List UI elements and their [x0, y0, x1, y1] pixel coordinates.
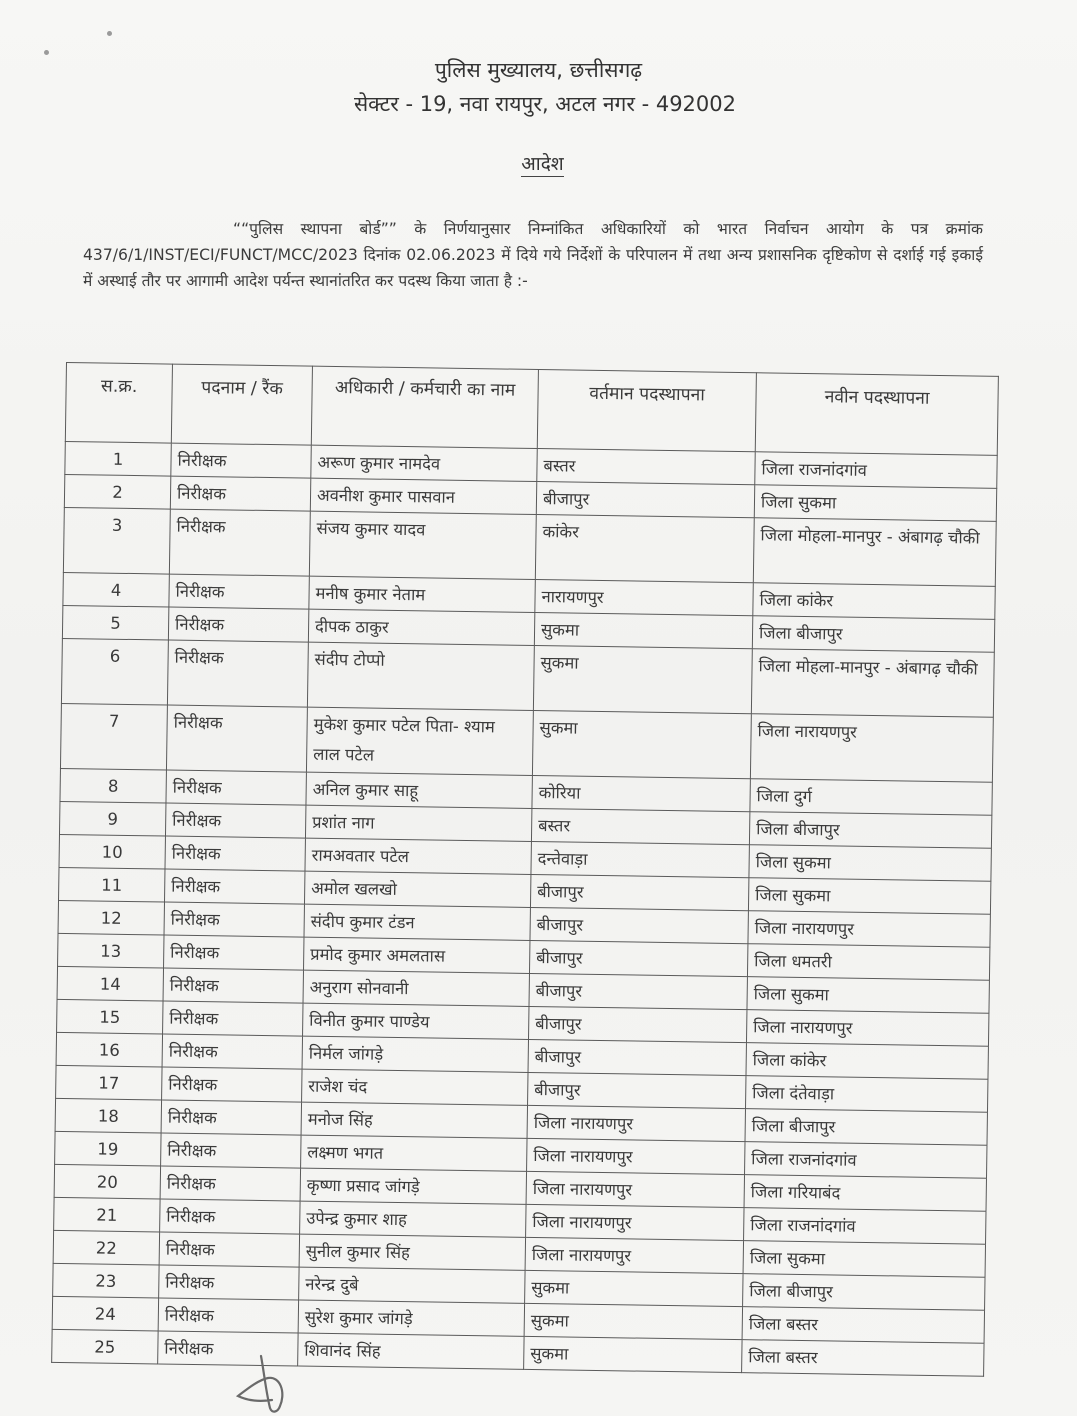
order-title-text: आदेश	[521, 153, 564, 175]
cell-officer-name: प्रशांत नाग	[305, 805, 531, 841]
cell-rank: निरीक्षक	[164, 902, 304, 937]
cell-officer-name: सुनील कुमार सिंह	[299, 1234, 525, 1270]
cell-rank: निरीक्षक	[166, 770, 306, 805]
cell-officer-name: निर्मल जांगड़े	[302, 1036, 528, 1072]
cell-current-posting: जिला नारायणपुर	[526, 1204, 744, 1240]
header-rank: पदनाम / रैंक	[171, 364, 312, 445]
cell-rank: निरीक्षक	[165, 803, 305, 838]
cell-officer-name: दीपक ठाकुर	[308, 609, 534, 645]
cell-current-posting: कांकेर	[535, 514, 754, 582]
cell-current-posting: बीजापुर	[528, 1039, 746, 1075]
cell-officer-name: राजेश चंद	[302, 1069, 528, 1105]
order-paragraph	[83, 216, 983, 294]
cell-current-posting: बीजापुर	[529, 1006, 747, 1042]
cell-serial-no: 14	[57, 966, 163, 1001]
cell-new-posting: जिला राजनांदगांव	[755, 452, 997, 489]
cell-new-posting: जिला मोहला-मानपुर - अंबागढ़ चौकी	[751, 649, 994, 718]
cell-officer-name: मनीष कुमार नेताम	[309, 576, 535, 612]
cell-new-posting: जिला बीजापुर	[749, 812, 991, 849]
cell-officer-name: मनोज सिंह	[301, 1102, 527, 1138]
cell-current-posting: सुकमा	[532, 710, 751, 778]
cell-officer-name: विनीत कुमार पाण्डेय	[303, 1003, 529, 1039]
cell-officer-name: संदीप टोप्पो	[307, 642, 534, 710]
cell-current-posting: कोरिया	[532, 775, 750, 811]
office-address: सेक्टर - 19, नवा रायपुर, अटल नगर - 492002	[353, 92, 737, 116]
cell-rank: निरीक्षक	[160, 1166, 300, 1201]
cell-rank: निरीक्षक	[169, 509, 310, 576]
cell-new-posting: जिला सुकमा	[749, 845, 991, 882]
cell-serial-no: 7	[60, 703, 167, 770]
cell-current-posting: दन्तेवाड़ा	[531, 841, 749, 877]
cell-new-posting: जिला कांकेर	[753, 583, 995, 620]
order-title	[0, 150, 1077, 176]
cell-serial-no: 22	[53, 1230, 159, 1265]
scan-speck	[107, 31, 112, 36]
cell-rank: निरीक्षक	[168, 607, 308, 642]
cell-serial-no: 15	[57, 999, 163, 1034]
cell-serial-no: 20	[54, 1164, 160, 1199]
cell-officer-name: उपेन्द्र कुमार शाह	[300, 1201, 526, 1237]
cell-new-posting: जिला बीजापुर	[743, 1274, 985, 1311]
cell-new-posting: जिला मोहला-मानपुर - अंबागढ़ चौकी	[753, 518, 996, 587]
cell-rank: निरीक्षक	[161, 1133, 301, 1168]
cell-officer-name: अमोल खलखो	[304, 871, 530, 907]
cell-rank: निरीक्षक	[158, 1298, 298, 1333]
cell-new-posting: जिला दंतेवाड़ा	[745, 1076, 987, 1113]
cell-current-posting: बीजापुर	[529, 973, 747, 1009]
cell-officer-name: संदीप कुमार टंडन	[304, 904, 530, 940]
cell-new-posting: जिला बस्तर	[742, 1307, 984, 1344]
header-serial-no: स.क्र.	[65, 363, 172, 444]
cell-current-posting: सुकमा	[533, 645, 752, 713]
cell-officer-name: अरूण कुमार नामदेव	[311, 445, 537, 481]
cell-officer-name: रामअवतार पटेल	[305, 838, 531, 874]
cell-new-posting: जिला नारायणपुर	[748, 911, 990, 948]
cell-officer-name: अनिल कुमार साहू	[306, 772, 532, 808]
cell-new-posting: जिला राजनांदगांव	[745, 1142, 987, 1179]
cell-current-posting: सुकमा	[524, 1336, 742, 1372]
scan-speck	[44, 50, 49, 55]
cell-serial-no: 11	[59, 867, 165, 902]
cell-rank: निरीक्षक	[171, 443, 311, 478]
cell-rank: निरीक्षक	[165, 836, 305, 871]
cell-officer-name: अनुराग सोनवानी	[303, 970, 529, 1006]
cell-serial-no: 23	[53, 1263, 159, 1298]
cell-current-posting: बीजापुर	[528, 1072, 746, 1108]
cell-serial-no: 24	[52, 1296, 158, 1331]
cell-current-posting: बीजापुर	[529, 940, 747, 976]
cell-rank: निरीक्षक	[163, 1001, 303, 1036]
cell-officer-name: संजय कुमार यादव	[309, 511, 536, 579]
table-header-row	[65, 363, 998, 456]
cell-current-posting: नारायणपुर	[535, 579, 753, 615]
signature	[228, 1352, 308, 1414]
cell-current-posting: बीजापुर	[536, 481, 754, 517]
cell-current-posting: जिला नारायणपुर	[527, 1138, 745, 1174]
cell-new-posting: जिला दुर्ग	[750, 779, 992, 816]
cell-rank: निरीक्षक	[158, 1331, 298, 1366]
cell-rank: निरीक्षक	[170, 476, 310, 511]
cell-serial-no: 16	[56, 1032, 162, 1067]
cell-serial-no: 13	[58, 933, 164, 968]
cell-current-posting: बीजापुर	[530, 874, 748, 910]
cell-rank: निरीक्षक	[159, 1232, 299, 1267]
cell-current-posting: बीजापुर	[530, 907, 748, 943]
cell-rank: निरीक्षक	[166, 705, 307, 772]
cell-serial-no: 12	[58, 900, 164, 935]
cell-officer-name: शिवानंद सिंह	[298, 1333, 524, 1369]
cell-serial-no: 6	[61, 638, 168, 705]
cell-rank: निरीक्षक	[164, 935, 304, 970]
cell-current-posting: सुकमा	[525, 1270, 743, 1306]
cell-serial-no: 18	[55, 1098, 161, 1133]
cell-officer-name: मुकेश कुमार पटेल पिता- श्याम लाल पटेल	[306, 707, 533, 775]
cell-serial-no: 5	[62, 605, 168, 640]
header-new-posting: नवीन पदस्थापना	[755, 373, 998, 456]
header-officer-name: अधिकारी / कर्मचारी का नाम	[311, 366, 538, 448]
order-paragraph-text: ““पुलिस स्थापना बोर्ड”” के निर्णयानुसार निम्नांकित अधिकारियों को भारत निर्वाचन आयोग के पत्र क्रमांक 437/6/1/INST/ECI/FUNCT/MCC/2023 दिनांक 02.06.2023 में दिये गये निर्देशों के परिपालन में तथा अन्य प्रशासनिक दृष्टिकोण से दर्शाई गई इकाई में अस्थाई तौर पर आगामी आदेश पर्यन्त स्थानांतरित कर पदस्थ किया जाता है :-	[83, 220, 983, 290]
cell-new-posting: जिला सुकमा	[743, 1241, 985, 1278]
cell-officer-name: अवनीश कुमार पासवान	[310, 478, 536, 514]
cell-new-posting: जिला बस्तर	[742, 1340, 984, 1377]
cell-current-posting: जिला नारायणपुर	[526, 1171, 744, 1207]
cell-new-posting: जिला गरियाबंद	[744, 1175, 986, 1212]
cell-new-posting: जिला बीजापुर	[745, 1109, 987, 1146]
cell-new-posting: जिला सुकमा	[748, 878, 990, 915]
cell-rank: निरीक्षक	[167, 640, 308, 707]
cell-officer-name: कृष्णा प्रसाद जांगड़े	[300, 1168, 526, 1204]
cell-officer-name: नरेन्द्र दुबे	[299, 1267, 525, 1303]
cell-officer-name: लक्ष्मण भगत	[301, 1135, 527, 1171]
cell-serial-no: 10	[59, 834, 165, 869]
cell-new-posting: जिला कांकेर	[746, 1043, 988, 1080]
cell-new-posting: जिला नारायणपुर	[746, 1010, 988, 1047]
cell-serial-no: 3	[63, 507, 170, 574]
cell-officer-name: सुरेश कुमार जांगड़े	[298, 1300, 524, 1336]
cell-new-posting: जिला नारायणपुर	[750, 714, 993, 783]
cell-officer-name: प्रमोद कुमार अमलतास	[304, 937, 530, 973]
cell-rank: निरीक्षक	[160, 1199, 300, 1234]
cell-current-posting: सुकमा	[524, 1303, 742, 1339]
cell-serial-no: 19	[55, 1131, 161, 1166]
cell-serial-no: 4	[63, 572, 169, 607]
cell-rank: निरीक्षक	[162, 1067, 302, 1102]
cell-new-posting: जिला सुकमा	[747, 977, 989, 1014]
cell-current-posting: बस्तर	[531, 808, 749, 844]
cell-serial-no: 1	[65, 441, 171, 476]
cell-current-posting: सुकमा	[534, 612, 752, 648]
cell-new-posting: जिला धमतरी	[747, 944, 989, 981]
cell-current-posting: बस्तर	[537, 449, 755, 485]
cell-serial-no: 2	[64, 474, 170, 509]
cell-serial-no: 21	[54, 1197, 160, 1232]
cell-current-posting: जिला नारायणपुर	[527, 1105, 745, 1141]
cell-new-posting: जिला सुकमा	[754, 485, 996, 522]
cell-serial-no: 25	[52, 1329, 158, 1364]
cell-serial-no: 9	[59, 801, 165, 836]
cell-rank: निरीक्षक	[169, 574, 309, 609]
transfer-table	[51, 362, 999, 1377]
cell-serial-no: 8	[60, 768, 166, 803]
cell-rank: निरीक्षक	[163, 968, 303, 1003]
cell-rank: निरीक्षक	[159, 1265, 299, 1300]
cell-new-posting: जिला बीजापुर	[752, 616, 994, 653]
cell-serial-no: 17	[56, 1065, 162, 1100]
header-current-posting: वर्तमान पदस्थापना	[537, 370, 756, 452]
cell-current-posting: जिला नारायणपुर	[525, 1237, 743, 1273]
cell-rank: निरीक्षक	[161, 1100, 301, 1135]
cell-new-posting: जिला राजनांदगांव	[744, 1208, 986, 1245]
cell-rank: निरीक्षक	[164, 869, 304, 904]
cell-rank: निरीक्षक	[162, 1034, 302, 1069]
office-name: पुलिस मुख्यालय, छत्तीसगढ़	[434, 58, 643, 82]
